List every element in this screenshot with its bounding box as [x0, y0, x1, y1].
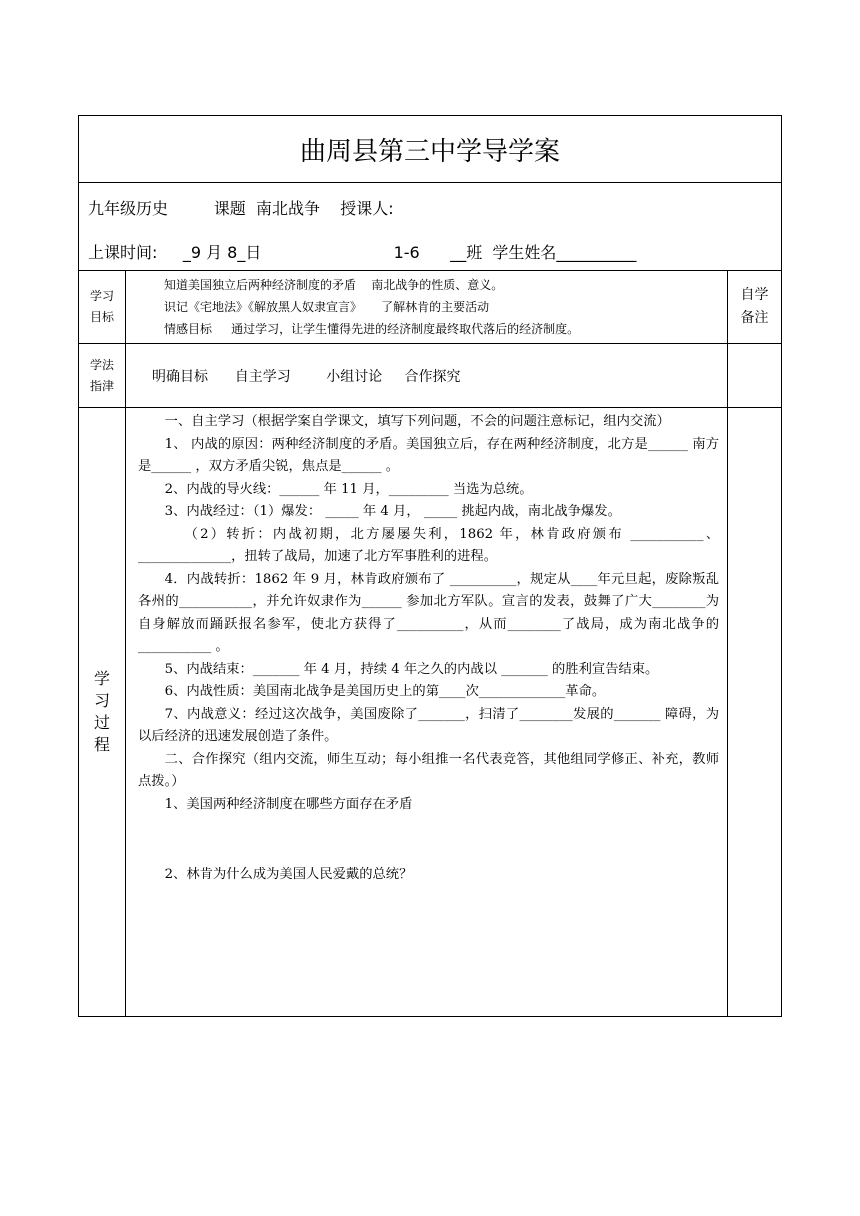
process-content [126, 408, 727, 1016]
goal-item: 知道美国独立后两种经济制度的矛盾 南北战争的性质、意义。 [164, 278, 504, 292]
lesson-info [79, 182, 781, 270]
process-row [79, 407, 781, 1016]
notes-label: 自学 备注 [727, 271, 781, 343]
goals-content [126, 271, 727, 343]
goal-item: 情感目标 通过学习，让学生懂得先进的经济制度最终取代落后的经济制度。 [164, 322, 580, 336]
lesson-plan-table [78, 115, 782, 1017]
question-item: 5、内战结束：_______ 年 4 月，持续 4 年之久的内战以 _______ 的胜利宣告结束。 [164, 661, 659, 677]
lesson-info-line2: 上课时间: _9 月 8_日 1-6 __班 学生姓名__________ [88, 243, 637, 262]
method-notes-cell [727, 344, 781, 407]
process-label: 学 习 过 程 [79, 408, 126, 1016]
learning-goals-row [79, 270, 781, 343]
method-content: 明确目标 自主学习 小组讨论 合作探究 [152, 368, 461, 385]
process-notes-cell [727, 408, 781, 1016]
question-item: 1、 内战的原因：两种经济制度的矛盾。美国独立后，存在两种经济制度，北方是______ 南方是______ ，双方矛盾尖锐，焦点是______ 。 [138, 436, 719, 474]
lesson-info-line1: 九年级历史 课题 南北战争 授课人: [88, 199, 394, 218]
question-item: 6、内战性质：美国南北战争是美国历史上的第____次_____________革命。 [164, 684, 606, 699]
question-item: （2）转折：内战初期，北方屡屡失利，1862 年，林肯政府颁布 ___________、______________，扭转了战局，加速了北方军事胜利的进程。 [138, 526, 719, 564]
section-heading: 二、合作探究（组内交流，师生互动；每小组推一名代表竞答，其他组同学修正、补充，教师点拨。） [138, 751, 719, 789]
method-label: 学法 指津 [79, 344, 126, 407]
goal-item: 识记《宅地法》《解放黑人奴隶宣言》 了解林肯的主要活动 [164, 300, 490, 314]
discussion-question: 2、林肯为什么成为美国人民爱戴的总统？ [164, 867, 413, 882]
question-item: 7、内战意义：经过这次战争，美国废除了_______，扫清了________发展的_______ 障碍，为以后经济的迅速发展创造了条件。 [138, 706, 719, 744]
question-item: 2、内战的导火线：______ 年 11 月，_________ 当选为总统。 [164, 481, 533, 497]
section-heading: 一、自主学习（根据学案自学课文，填写下列问题，不会的问题注意标记，组内交流） [164, 414, 670, 429]
method-row [79, 343, 781, 407]
page-title: 曲周县第三中学导学案 [299, 136, 560, 167]
question-item: 4．内战转折：1862 年 9 月，林肯政府颁布了 __________，规定从____年元旦起，废除叛乱各州的___________，并允许奴隶作为______ 参加北方军队。宣言的发表，鼓舞了广大________为自身解放而踊跃报名参军，使北方获得了__________，从而________了战局，成为南北战争的___________ 。 [138, 571, 719, 654]
discussion-question: 1、美国两种经济制度在哪些方面存在矛盾 [164, 796, 413, 812]
goals-label: 学习 目标 [79, 271, 126, 343]
question-item: 3、内战经过：（1）爆发： _____ 年 4 月， _____ 挑起内战，南北战争爆发。 [164, 504, 621, 519]
